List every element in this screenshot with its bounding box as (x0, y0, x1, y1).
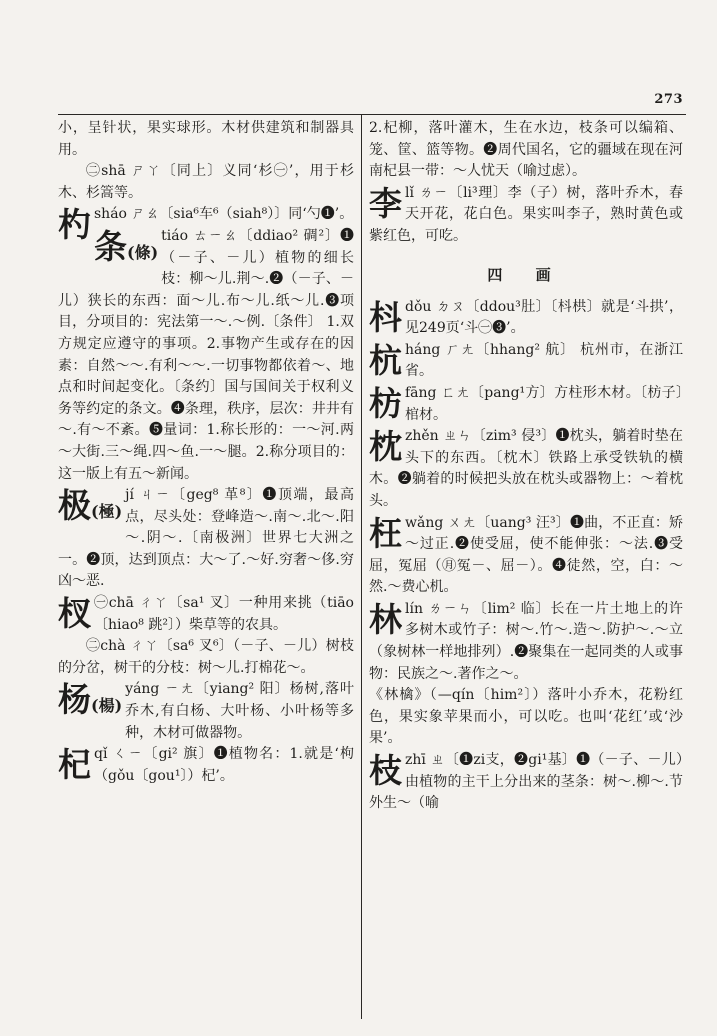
header-rule (58, 114, 686, 115)
entry-li (369, 183, 683, 248)
column-divider (361, 114, 362, 1019)
entry-fang (369, 383, 683, 426)
headword-hang: 杭 (369, 340, 402, 380)
entry-fang-text: fāng ㄈㄤ〔pang¹方〕方柱形木材。〔枋子〕棺材。 (405, 384, 683, 423)
traditional-yang: (楊) (91, 696, 123, 716)
headword-zhen: 枕 (369, 427, 402, 467)
entry-ji-text: jí ㄐㄧ〔geg⁸ 革⁸〕❶顶端，最高点，尽头处：登峰造～.南～.北～.阳～.阴～.〔南极洲〕世界七大洲之一。❷顶，达到顶点：大～了.～好.穷奢～侈.穷凶～恶. (58, 487, 354, 590)
entry-wang-text: wǎng ㄨㄤ〔uang³ 汪³〕❶曲，不正直：矫～过正.❷使受屈，使不能伸张：～法.❸受屈，冤屈（㊊冤－、屈－）。❹徒然，空，白：～然.～费心机。 (369, 514, 683, 596)
headword-fang: 枋 (369, 383, 402, 423)
entry-yang-text: yáng ㄧㄤ〔yiang² 阳〕杨树,落叶乔木,有白杨、大叶杨、小叶杨等多种，木材可做器物。 (125, 681, 354, 741)
entry-ji (58, 485, 354, 593)
entry-qi (58, 744, 354, 787)
headword-dou: 枓 (369, 297, 402, 337)
entry-dou (369, 297, 683, 340)
entry-zhi-text: zhī ㄓ〔❶zi支，❷gi¹基〕❶（－子、－儿）由植物的主干上分出来的茎条：树～.柳～.节外生～（喻 (369, 752, 683, 812)
entry-zhi (369, 750, 683, 815)
entry-linqin: 《林檎》（—qín〔him²〕）落叶小乔木，花粉红色，果实象苹果而小，可以吃。也叫‘花红’或‘沙果’。 (369, 687, 683, 747)
entry-continuation: 小，呈针状，果实球形。木材供建筑和制器具用。 (58, 120, 354, 158)
entry-wang (369, 513, 683, 599)
headword-qi: 杞 (58, 745, 91, 785)
entry-tiao-text: tiáo ㄊㄧㄠ〔ddiao² 碉²〕❶（－子、－儿）植物的细长枝：柳～儿.荆～.❷（－子、－儿）狭长的东西：面～儿.布～儿.纸～儿.❸项目，分项目的：宪法第一～.～例.〔条件〕 1.双方规定应遵守的事项。2.事物产生或存在的因素：自然～～.有利～～.一切事物都依着～、地点和时间起变化。〔条约〕国与国间关于权利义务等约定的条文。❹条理，秩序，层次：井井有～.有～不紊。❺量词：1.称长形的：一～河.两～大街.三～绳.四～鱼.一～腿。2.称分项目的：这一版上有五～新闻。 (58, 227, 354, 482)
entry-zhen (369, 426, 683, 512)
headword-yang: 杨(楊) (58, 680, 123, 720)
headword-lin: 林 (369, 599, 402, 639)
entry-hang-text: háng ㄏㄤ〔hhang² 航〕 杭州市，在浙江省。 (405, 341, 683, 380)
headword-li: 李 (369, 183, 402, 223)
entry-sha: ㊁shā ㄕㄚ〔同上〕义同‘杉㊀’，用于杉木、杉篙等。 (58, 163, 354, 201)
traditional-tiao: (條) (127, 242, 159, 262)
entry-cha1 (58, 593, 354, 636)
headword-cha: 杈 (58, 594, 91, 634)
headword-tiao: 条(條) (94, 226, 159, 266)
headword-ji: 极(極) (58, 486, 123, 526)
entry-tiao (58, 226, 354, 485)
entry-qi-continuation: 2.杞柳，落叶灌木，生在水边，枝条可以编箱、笼、筐、篮等物。❷周代国名，它的疆域在现在河南杞县一带：～人忧天（喻过虑）。 (369, 120, 683, 180)
entry-qi-text: qǐ ㄑㄧ〔gi² 旗〕❶植物名：1.就是‘枸（gǒu〔gou¹〕）杞’。 (94, 746, 354, 784)
traditional-ji: (極) (91, 502, 123, 522)
entry-shao (58, 204, 354, 245)
entry-dou-text: dǒu ㄉㄡ〔ddou³肚〕〔枓栱〕就是‘斗拱’，见249页‘斗㊀❸’。 (405, 298, 683, 337)
headword-zhi: 枝 (369, 751, 402, 791)
page-number: 273 (654, 92, 683, 107)
entry-shao-text: sháo ㄕㄠ〔sia⁶车⁶（siah⁸）〕同‘勺❶’。 (94, 206, 354, 223)
entry-zhen-text: zhěn ㄓㄣ〔zim³ 侵³〕❶枕头，躺着时垫在头下的东西。〔枕木〕铁路上承受铁轨的横木。❷躺着的时候把头放在枕头或器物上：～着枕头。 (369, 428, 683, 509)
entry-yang (58, 679, 354, 744)
headword-wang: 枉 (369, 513, 402, 553)
right-column (369, 118, 683, 815)
entry-lin (369, 599, 683, 685)
entry-cha1-text: ㊀chā ㄔㄚ〔sa¹ 叉〕一种用来挑（tiāo〔hiao⁸ 跳²〕）柴草等的农具。 (94, 595, 354, 633)
entry-cha2: ㊁chà ㄔㄚ〔sa⁶ 叉⁶〕（－子、－儿）树枝的分岔，树干的分枝：树～儿.打棉花～。 (58, 638, 354, 676)
section-heading-four-strokes: 四 画 (487, 265, 565, 284)
entry-hang (369, 340, 683, 383)
left-column (58, 118, 354, 787)
headword-shao: 杓 (58, 205, 91, 245)
entry-lin-text: lín ㄌㄧㄣ〔lim² 临〕长在一片土地上的许多树木或竹子：树～.竹～.造～.防护～.～立（象树林一样地排列）.❷聚集在一起同类的人或事物：民族之～.著作之～。 (369, 600, 683, 682)
entry-li-text: lǐ ㄌㄧ〔li³理〕李（子）树，落叶乔木，春天开花，花白色。果实叫李子，熟时黄色或紫红色，可吃。 (369, 184, 683, 244)
